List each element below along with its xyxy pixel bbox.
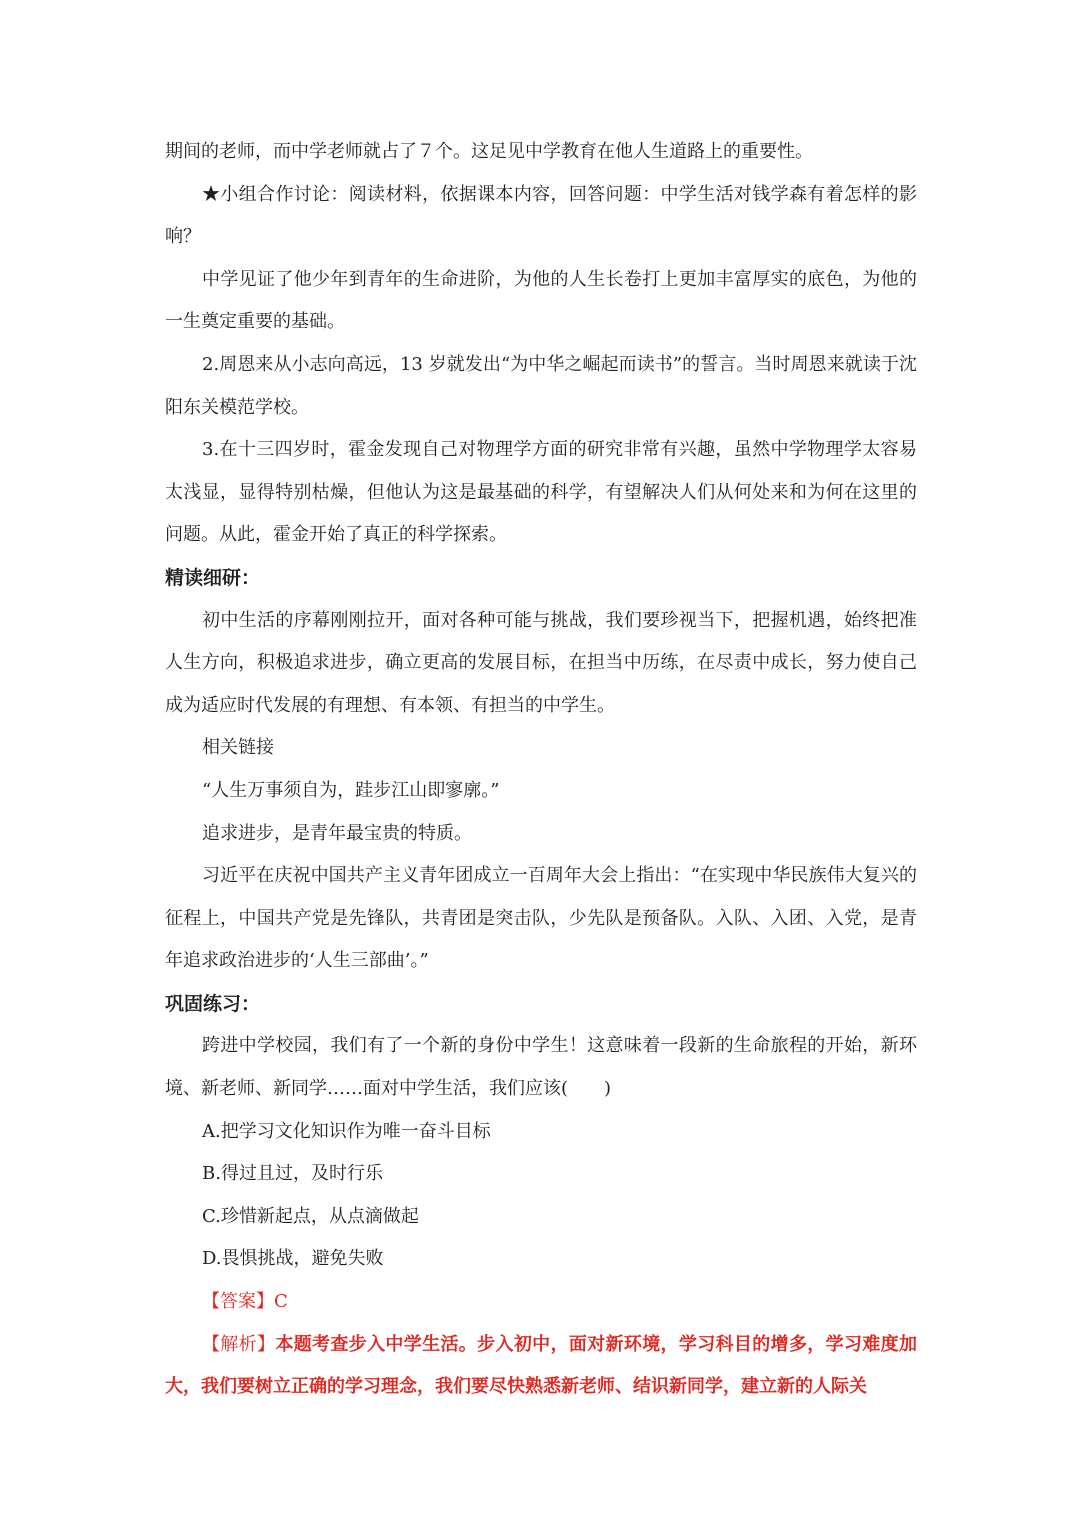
option-d: D.畏惧挑战，避免失败 (202, 1248, 384, 1270)
answer-label: 【答案】 (202, 1291, 274, 1313)
quote-line: “人生万事须自为，跬步江山即寥廓。” (202, 779, 500, 801)
discussion-answer: 中学见证了他少年到青年的生命进阶，为他的人生长卷打上更加丰富厚实的底色，为他的一生奠定重要的基础。 (165, 268, 917, 333)
practice-question: 跨进中学校园，我们有了一个新的身份中学生！这意味着一段新的生命旅程的开始，新环境、新老师、新同学……面对中学生活，我们应该( ) (165, 1035, 917, 1100)
section-heading-intensive-reading: 精读细研： (165, 566, 261, 589)
paragraph-continuation: 期间的老师，而中学老师就占了７个。这足见中学教育在他人生道路上的重要性。 (165, 141, 813, 162)
answer-value: C (274, 1291, 288, 1313)
section-heading-practice: 巩固练习： (165, 992, 261, 1015)
analysis-label: 【解析】 (202, 1333, 276, 1355)
answer-line (165, 1281, 917, 1324)
option-a: A.把学习文化知识作为唯一奋斗目标 (202, 1120, 491, 1142)
text-column (165, 131, 917, 1409)
intensive-reading-paragraph: 初中生活的序幕刚刚拉开，面对各种可能与挑战，我们要珍视当下，把握机遇，始终把准人生方向，积极追求进步，确立更高的发展目标，在担当中历练，在尽责中成长，努力使自己成为适应时代发展的有理想、有本领、有担当的中学生。 (165, 609, 917, 716)
analysis-text: 本题考查步入中学生活。步入初中，面对新环境，学习科目的增多，学习难度加大，我们要树立正确的学习理念，我们要尽快熟悉新老师、结识新同学，建立新的人际关 (165, 1333, 918, 1398)
example-hawking: 3.在十三四岁时，霍金发现自己对物理学方面的研究非常有兴趣，虽然中学物理学太容易太浅显，显得特别枯燥，但他认为这是最基础的科学，有望解决人们从何处来和为何在这里的问题。从此，霍金开始了真正的科学探索。 (165, 439, 917, 546)
group-discussion-prompt: ★小组合作讨论：阅读材料，依据课本内容，回答问题：中学生活对钱学森有着怎样的影响？ (165, 183, 917, 248)
example-zhou-enlai: 2.周恩来从小志向高远，13 岁就发出“为中华之崛起而读书”的誓言。当时周恩来就读于沈阳东关模范学校。 (165, 353, 917, 418)
progress-statement: 追求进步，是青年最宝贵的特质。 (202, 822, 472, 844)
speech-excerpt: 习近平在庆祝中国共产主义青年团成立一百周年大会上指出：“在实现中华民族伟大复兴的征程上，中国共产党是先锋队，共青团是突击队，少先队是预备队。入队、入团、入党，是青年追求政治进步的‘人生三部曲’。” (165, 865, 917, 972)
option-c: C.珍惜新起点，从点滴做起 (202, 1205, 419, 1227)
related-link-title: 相关链接 (202, 737, 274, 759)
analysis-paragraph (165, 1324, 917, 1409)
option-b: B.得过且过，及时行乐 (202, 1163, 383, 1185)
